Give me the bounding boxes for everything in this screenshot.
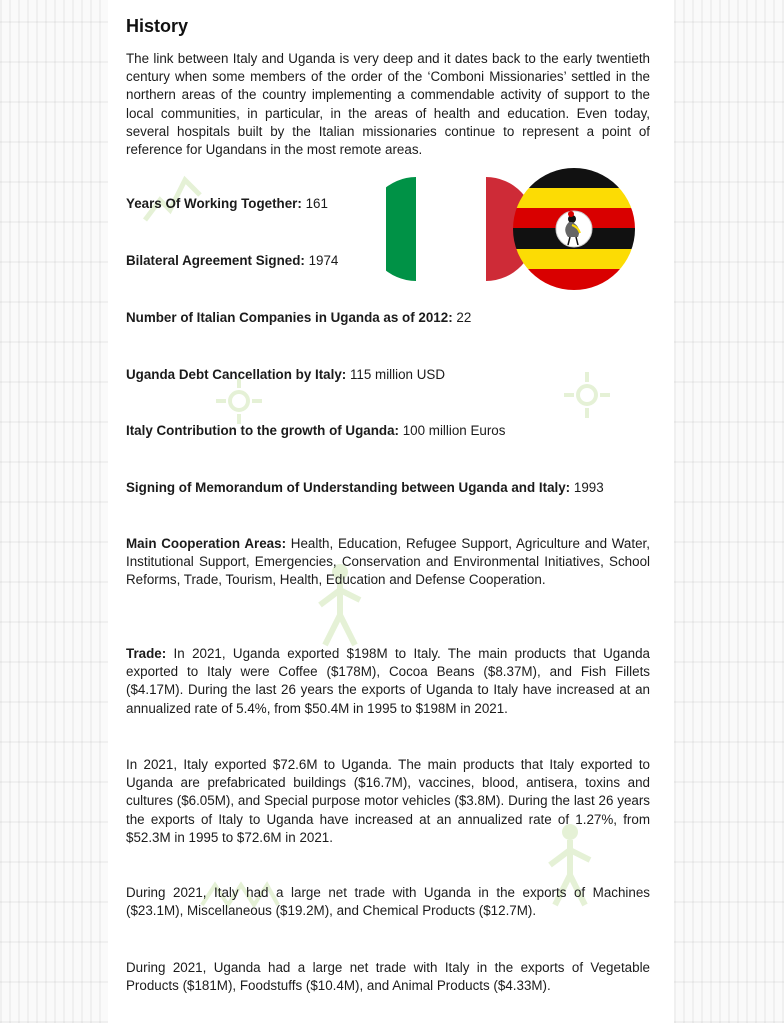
- fact-memorandum-signed: [126, 479, 604, 497]
- fact-label: Signing of Memorandum of Understanding between Uganda and Italy:: [126, 480, 571, 495]
- uganda-net-trade-paragraph: During 2021, Uganda had a large net trade with Italy in the exports of Vegetable Products ($181M), Foodstuffs ($10.4M), and Animal Products ($4.33M).: [126, 960, 650, 994]
- italy-flag-white-band: [416, 177, 420, 281]
- left-pattern-border: [0, 0, 110, 1023]
- fact-value: 1974: [308, 253, 339, 268]
- fact-label: Number of Italian Companies in Uganda as of 2012:: [126, 310, 453, 325]
- fact-bilateral-agreement: [126, 252, 338, 270]
- fact-label: Italy Contribution to the growth of Uganda:: [126, 423, 399, 438]
- fact-value: 100 million Euros: [402, 423, 506, 438]
- page-title: History: [126, 16, 189, 36]
- cooperation-text: Health, Education, Refugee Support, Agriculture and Water, Institutional Support, Emergencies, Conservation and Environmental Initiatives, School Reforms, Trade, Tourism, Health, Education and Defense Cooperation.: [126, 536, 650, 588]
- fact-value: 115 million USD: [349, 367, 445, 382]
- italy-exports-paragraph: In 2021, Italy exported $72.6M to Uganda. The main products that Italy exported to Uganda are prefabricated buildings ($16.7M), vaccines, blood, antisera, toxins and cultures ($6.05M), and Special purpose motor vehicles ($3.8M). During the last 26 years the exports of Italy to Uganda have increased at an annualized rate of 1.27%, from $52.3M in 1995 to $72.6M in 2021.: [126, 757, 650, 845]
- fact-years-working-together: [126, 195, 328, 213]
- fact-value: 22: [456, 310, 472, 325]
- fact-debt-cancellation: [126, 366, 445, 384]
- cooperation-areas-paragraph: [126, 535, 650, 590]
- fact-value: 161: [305, 196, 328, 211]
- cooperation-label: Main Cooperation Areas:: [126, 536, 287, 551]
- italy-flag-icon: [386, 177, 416, 281]
- right-pattern-border: [674, 0, 784, 1023]
- trade-text: In 2021, Uganda exported $198M to Italy. The main products that Uganda exported to Italy were Coffee ($178M), Cocoa Beans ($8.37M), and Fish Fillets ($4.17M). During the last 26 years the exports of Uganda to Italy have increased at an annualized rate of 5.4%, from $50.4M in 1995 to $198M in 2021.: [126, 646, 650, 716]
- trade-label: Trade:: [126, 646, 167, 661]
- fact-value: 1993: [573, 480, 604, 495]
- history-paragraph: The link between Italy and Uganda is very deep and it dates back to the early twentieth century when some members of the order of the ‘Comboni Missionaries’ settled in the northern areas of the country implementing a commendable activity of support to the local communities, in particular, in the areas of health and education. Even today, several hospitals built by the Italian missionaries continue to represent a point of reference for Ugandans in the most remote areas.: [126, 51, 650, 158]
- fact-italy-contribution: [126, 422, 505, 440]
- fact-italian-companies: [126, 309, 471, 327]
- italy-net-trade-paragraph: During 2021, Italy had a large net trade with Uganda in the exports of Machines ($23.1M), Miscellaneous ($19.2M), and Chemical Products ($12.7M).: [126, 885, 650, 919]
- fact-label: Years Of Working Together:: [126, 196, 302, 211]
- flags-graphic: [386, 167, 638, 291]
- fact-label: Bilateral Agreement Signed:: [126, 253, 305, 268]
- flags-illustration: [386, 167, 638, 291]
- sun-motif-icon: [562, 370, 612, 420]
- trade-paragraph: [126, 645, 650, 718]
- fact-label: Uganda Debt Cancellation by Italy:: [126, 367, 347, 382]
